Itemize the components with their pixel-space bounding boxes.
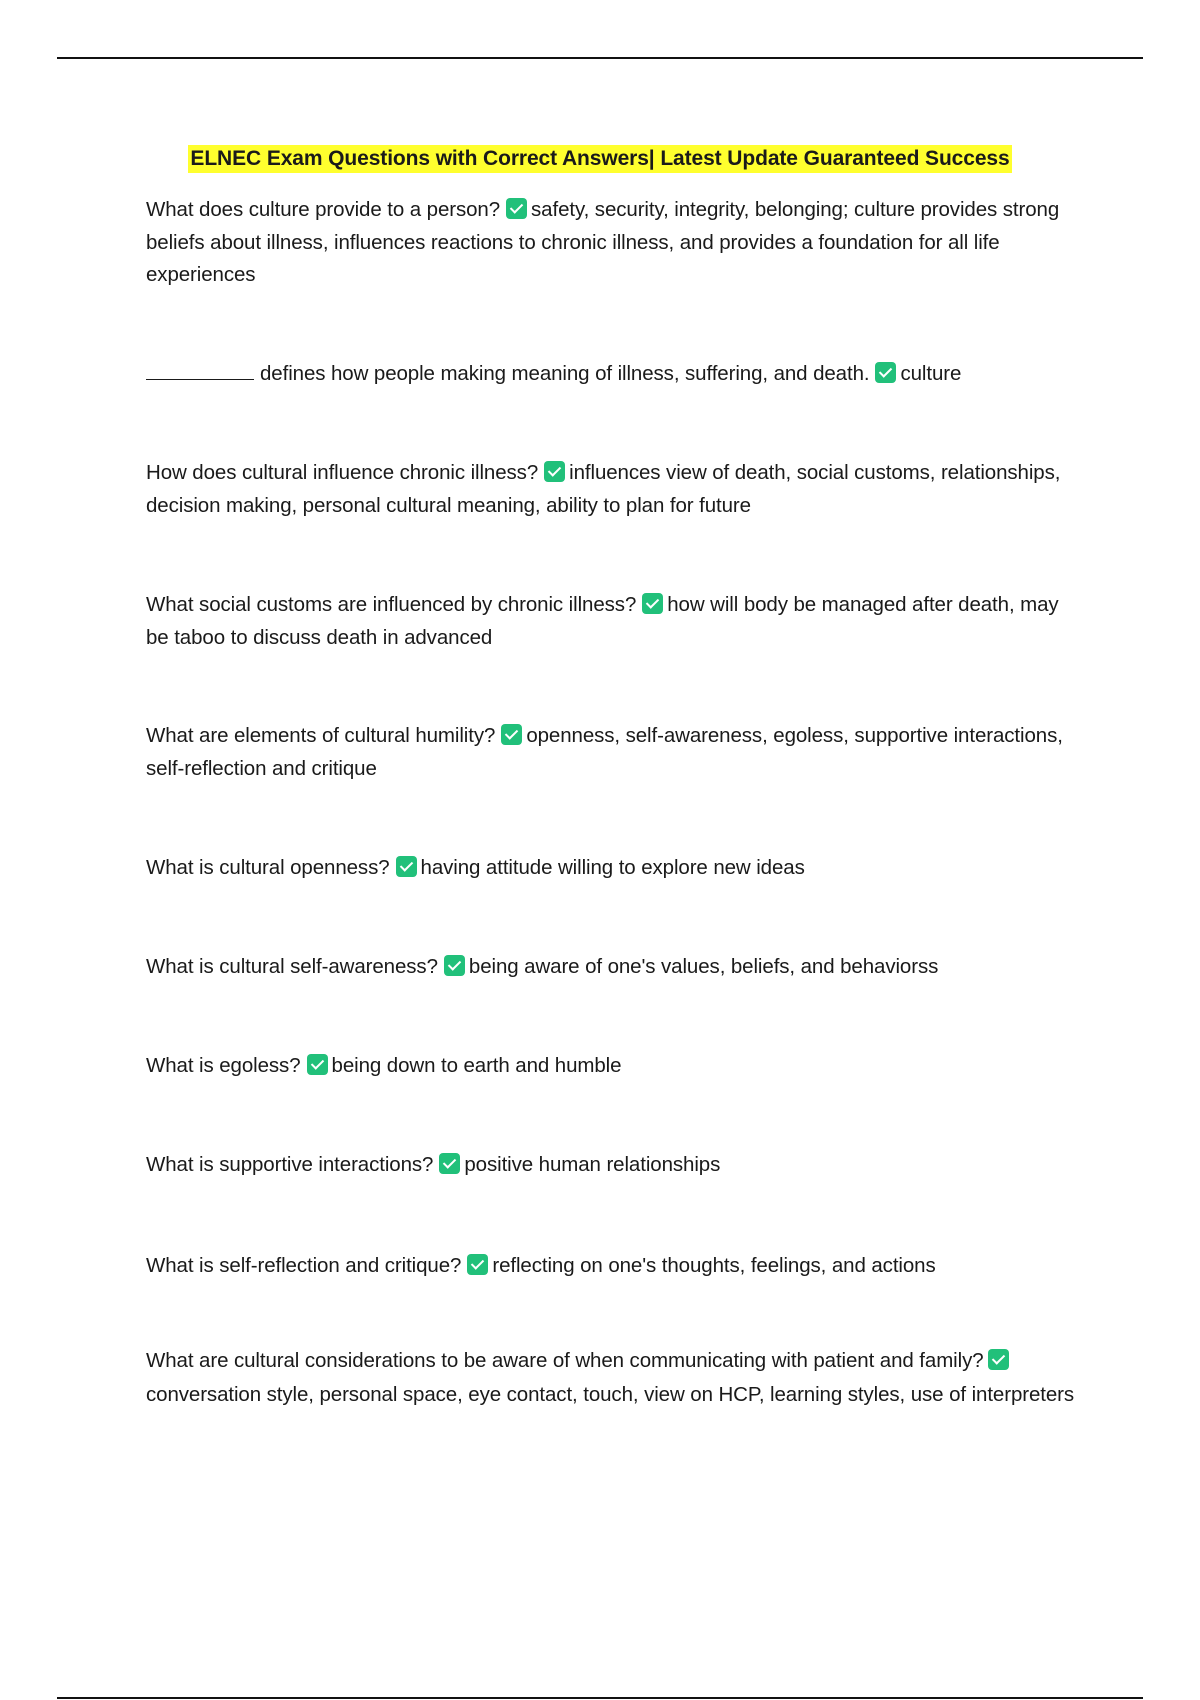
- title-container: [0, 145, 1200, 173]
- answer-text: being aware of one's values, beliefs, and behaviorss: [468, 955, 939, 978]
- check-icon: [988, 1349, 1009, 1370]
- answer-text: positive human relationships: [464, 1153, 721, 1176]
- answer-text: having attitude willing to explore new ideas: [420, 856, 805, 879]
- answer-text: safety, security, integrity, belonging; culture provides strong beliefs about illness, influences reactions to chronic illness, and provides a foundation for all life experiences: [146, 198, 1060, 286]
- question-text: defines how people making meaning of illness, suffering, and death.: [260, 362, 870, 385]
- check-icon: [501, 724, 522, 745]
- question-text: What is cultural openness?: [146, 856, 390, 879]
- qa-item-4: [146, 589, 1086, 654]
- answer-text: culture: [900, 362, 962, 385]
- check-icon: [307, 1054, 328, 1075]
- answer-text: being down to earth and humble: [331, 1054, 622, 1077]
- qa-item-10: [146, 1250, 1086, 1283]
- check-icon: [544, 461, 565, 482]
- question-text: What is supportive interactions?: [146, 1153, 434, 1176]
- qa-item-5: [146, 720, 1086, 785]
- qa-item-2: [146, 358, 1086, 391]
- answer-text: reflecting on one's thoughts, feelings, and actions: [492, 1254, 936, 1277]
- check-icon: [467, 1254, 488, 1275]
- document-title: ELNEC Exam Questions with Correct Answers| Latest Update Guaranteed Success: [188, 145, 1011, 173]
- check-icon: [506, 198, 527, 219]
- answer-text: conversation style, personal space, eye contact, touch, view on HCP, learning styles, use of interpreters: [146, 1383, 1075, 1406]
- question-text: What are elements of cultural humility?: [146, 724, 496, 747]
- top-rule: [57, 57, 1143, 59]
- fill-in-blank: [146, 361, 254, 380]
- check-icon: [444, 955, 465, 976]
- answer-text: how will body be managed after death, may be taboo to discuss death in advanced: [146, 593, 1059, 649]
- qa-item-6: [146, 852, 1086, 885]
- answer-text: openness, self-awareness, egoless, supportive interactions, self-reflection and critique: [146, 724, 1063, 780]
- check-icon: [396, 856, 417, 877]
- question-text: What is cultural self-awareness?: [146, 955, 438, 978]
- bottom-rule: [57, 1697, 1143, 1699]
- question-text: What social customs are influenced by chronic illness?: [146, 593, 637, 616]
- check-icon: [875, 362, 896, 383]
- question-text: What are cultural considerations to be aware of when communicating with patient and family?: [146, 1349, 984, 1372]
- qa-item-1: [146, 194, 1086, 292]
- qa-item-9: [146, 1149, 1086, 1182]
- answer-text: influences view of death, social customs, relationships, decision making, personal cultural meaning, ability to plan for future: [146, 461, 1061, 517]
- check-icon: [439, 1153, 460, 1174]
- qa-item-11: [146, 1344, 1086, 1412]
- check-icon: [642, 593, 663, 614]
- question-text: What is self-reflection and critique?: [146, 1254, 462, 1277]
- question-text: What does culture provide to a person?: [146, 198, 501, 221]
- qa-item-8: [146, 1050, 1086, 1083]
- qa-item-7: [146, 951, 1086, 984]
- question-text: How does cultural influence chronic illness?: [146, 461, 539, 484]
- question-text: What is egoless?: [146, 1054, 301, 1077]
- qa-item-3: [146, 457, 1086, 522]
